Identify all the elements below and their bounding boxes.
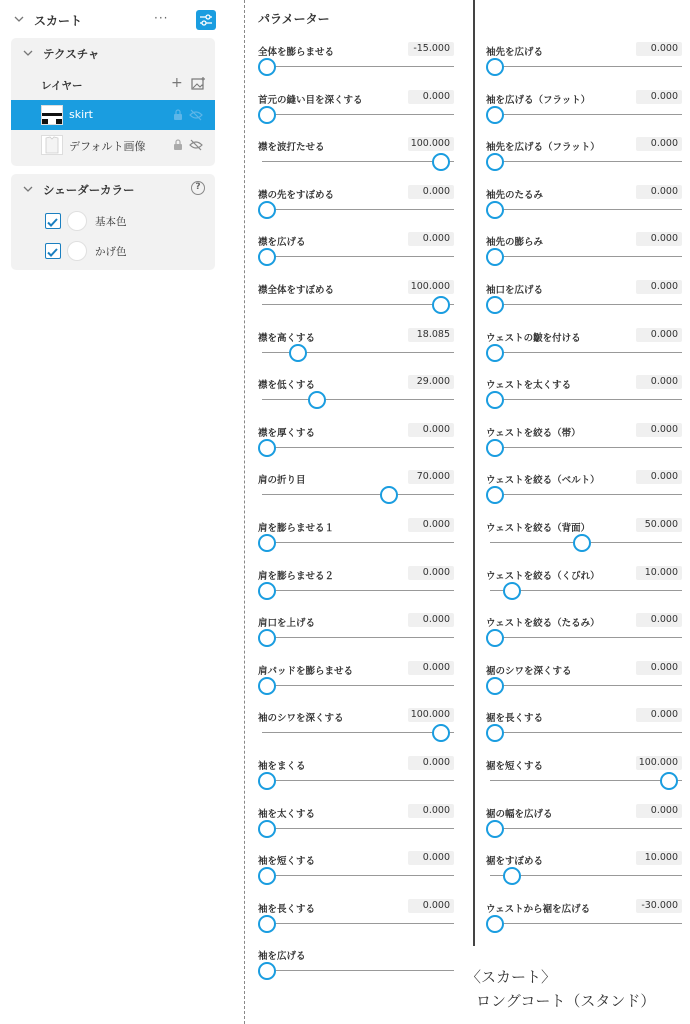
parameter-slider [486, 758, 682, 802]
parameter-label: 袖を長くする [258, 903, 316, 915]
parameter-label: 袖を短くする [258, 856, 316, 868]
slider-handle[interactable] [486, 201, 504, 219]
parameter-value-input[interactable]: 0.000 [408, 423, 454, 437]
parameter-value-input[interactable]: 100.000 [408, 280, 454, 294]
object-title: スカート [34, 14, 83, 28]
parameter-value-input[interactable]: 0.000 [408, 756, 454, 770]
slider-track[interactable] [262, 209, 454, 210]
parameter-label: 肩を膨らませる２ [258, 570, 335, 582]
parameter-value-input[interactable]: 29.000 [408, 375, 454, 389]
slider-track[interactable] [262, 780, 454, 781]
parameter-slider [258, 330, 454, 374]
layer-name: デフォルト画像 [69, 140, 146, 153]
parameter-value-input[interactable]: 0.000 [636, 661, 682, 675]
parameter-slider [486, 377, 682, 421]
parameter-value-input[interactable]: 0.000 [636, 423, 682, 437]
slider-track[interactable] [262, 923, 454, 924]
slider-handle[interactable] [380, 486, 398, 504]
parameter-value-input[interactable]: 0.000 [408, 232, 454, 246]
parameter-label: 全体を膨らませる [258, 47, 335, 58]
slider-track[interactable] [262, 590, 454, 591]
slider-track[interactable] [490, 161, 682, 162]
slider-handle[interactable] [486, 391, 504, 409]
parameter-value-input[interactable]: 100.000 [408, 137, 454, 151]
parameter-value-input[interactable]: 0.000 [636, 42, 682, 56]
parameter-value-input[interactable]: -15.000 [408, 42, 454, 56]
slider-handle[interactable] [258, 201, 276, 219]
slider-track[interactable] [262, 161, 454, 162]
parameter-label: 襟全体をすぼめる [258, 285, 335, 296]
parameter-value-input[interactable]: 0.000 [636, 280, 682, 294]
slider-handle[interactable] [486, 915, 504, 933]
parameter-value-input[interactable]: 0.000 [636, 613, 682, 627]
parameter-slider [258, 806, 454, 850]
shader-item-label: 基本色 [95, 216, 127, 228]
parameter-label: 袖を広げる [258, 951, 306, 963]
parameter-label: ウェストを絞る（たるみ） [486, 618, 600, 630]
parameter-slider [486, 425, 682, 469]
slider-handle[interactable] [258, 915, 276, 933]
parameter-label: 肩を膨らませる１ [258, 523, 335, 534]
slider-track[interactable] [490, 494, 682, 495]
parameter-value-input[interactable]: 0.000 [636, 232, 682, 246]
parameter-slider [258, 758, 454, 802]
slider-handle[interactable] [308, 391, 326, 409]
parameter-slider [486, 44, 682, 88]
parameter-value-input[interactable]: 10.000 [636, 851, 682, 865]
parameter-label: 袖先を広げる（フラット） [486, 142, 600, 154]
parameter-slider [486, 330, 682, 374]
parameter-label: 袖のシワを深くする [258, 713, 344, 725]
parameter-slider [258, 472, 454, 516]
parameter-slider [486, 568, 682, 612]
parameter-slider [486, 901, 682, 945]
slider-track[interactable] [490, 732, 682, 733]
caption-item: ロングコート（スタンド） [476, 992, 656, 1010]
slider-track[interactable] [490, 352, 682, 353]
parameter-value-input[interactable]: 0.000 [636, 708, 682, 722]
parameter-value-input[interactable]: 0.000 [408, 899, 454, 913]
parameter-slider [486, 472, 682, 516]
parameter-value-input[interactable]: 100.000 [408, 708, 454, 722]
slider-handle[interactable] [258, 820, 276, 838]
parameter-label: 襟を波打たせる [258, 142, 325, 154]
slider-handle[interactable] [258, 248, 276, 266]
slider-handle[interactable] [486, 724, 504, 742]
parameter-slider [486, 187, 682, 231]
parameter-slider [258, 92, 454, 136]
slider-track[interactable] [262, 875, 454, 876]
parameter-value-input[interactable]: 0.000 [408, 566, 454, 580]
slider-handle[interactable] [258, 772, 276, 790]
parameter-value-input[interactable]: 0.000 [408, 185, 454, 199]
slider-handle[interactable] [486, 296, 504, 314]
slider-track[interactable] [490, 780, 682, 781]
slider-track[interactable] [490, 399, 682, 400]
parameter-slider [258, 853, 454, 897]
slider-handle[interactable] [432, 724, 450, 742]
slider-handle[interactable] [258, 962, 276, 980]
parameter-label: 襟の先をすぼめる [258, 189, 335, 201]
slider-handle[interactable] [258, 629, 276, 647]
layer-name: skirt [69, 108, 93, 121]
parameter-label: 裾を長くする [486, 713, 544, 725]
parameter-value-input[interactable]: 100.000 [636, 756, 682, 770]
parameter-value-input[interactable]: 0.000 [408, 804, 454, 818]
parameter-slider [258, 139, 454, 183]
slider-track[interactable] [490, 637, 682, 638]
parameter-label: 袖先の膨らみ [486, 237, 544, 249]
parameter-value-input[interactable]: 0.000 [408, 661, 454, 675]
parameter-label: ウェストの皺を付ける [486, 332, 581, 344]
slider-track[interactable] [490, 66, 682, 67]
parameter-slider [258, 948, 454, 992]
parameter-slider [486, 615, 682, 659]
slider-track[interactable] [262, 114, 454, 115]
parameter-label: ウェストから裾を広げる [486, 903, 591, 915]
parameter-label: 襟を低くする [258, 380, 316, 392]
parameter-label: 裾をすぼめる [486, 856, 544, 868]
parameter-slider [258, 425, 454, 469]
parameter-label: 袖先を広げる [486, 47, 544, 58]
parameter-label: ウェストを絞る（帯） [486, 427, 581, 439]
parameter-label: 袖をまくる [258, 761, 306, 772]
parameter-slider [486, 282, 682, 326]
slider-track[interactable] [490, 447, 682, 448]
help-icon[interactable]: ? [191, 181, 205, 195]
slider-handle[interactable] [258, 439, 276, 457]
parameter-label: ウェストを絞る（くびれ） [486, 570, 600, 582]
parameter-value-input[interactable]: 18.085 [408, 328, 454, 342]
slider-handle[interactable] [258, 677, 276, 695]
parameter-label: 襟を高くする [258, 332, 316, 344]
slider-handle[interactable] [258, 58, 276, 76]
parameter-value-input[interactable]: 0.000 [408, 518, 454, 532]
parameter-label: 襟を厚くする [258, 427, 316, 439]
parameter-value-input[interactable]: 0.000 [408, 613, 454, 627]
parameter-value-input[interactable]: 0.000 [408, 90, 454, 104]
slider-handle[interactable] [432, 296, 450, 314]
slider-track[interactable] [262, 828, 454, 829]
slider-track[interactable] [262, 542, 454, 543]
parameter-slider [258, 568, 454, 612]
slider-handle[interactable] [503, 582, 521, 600]
slider-handle[interactable] [486, 153, 504, 171]
slider-handle[interactable] [486, 344, 504, 362]
slider-track[interactable] [490, 209, 682, 210]
parameter-value-input[interactable]: 0.000 [636, 137, 682, 151]
parameter-value-input[interactable]: 0.000 [636, 185, 682, 199]
parameters-title: パラメーター [258, 12, 330, 26]
parameter-value-input[interactable]: 0.000 [636, 328, 682, 342]
parameter-slider [258, 377, 454, 421]
shader-title: シェーダーカラー [43, 183, 135, 197]
parameter-label: 裾のシワを深くする [486, 665, 572, 677]
parameter-slider [258, 520, 454, 564]
caption-category: 〈スカート〉 [466, 968, 557, 986]
slider-track[interactable] [262, 970, 454, 971]
slider-track[interactable] [490, 923, 682, 924]
parameter-value-input[interactable]: 0.000 [636, 470, 682, 484]
slider-handle[interactable] [573, 534, 591, 552]
parameter-label: 袖を太くする [258, 808, 316, 820]
slider-handle[interactable] [258, 106, 276, 124]
parameter-label: 首元の縫い目を深くする [258, 94, 363, 106]
slider-handle[interactable] [486, 248, 504, 266]
slider-handle[interactable] [258, 582, 276, 600]
slider-handle[interactable] [486, 486, 504, 504]
parameter-slider [258, 615, 454, 659]
parameter-value-input[interactable]: 50.000 [636, 518, 682, 532]
slider-track[interactable] [262, 304, 454, 305]
parameter-slider [486, 806, 682, 850]
parameter-value-input[interactable]: 0.000 [636, 804, 682, 818]
parameter-slider [486, 520, 682, 564]
parameter-label: 袖を広げる（フラット） [486, 94, 591, 106]
slider-handle[interactable] [503, 867, 521, 885]
parameter-slider [258, 44, 454, 88]
parameter-label: 裾の幅を広げる [486, 808, 553, 820]
parameter-slider [486, 92, 682, 136]
parameter-value-input[interactable]: 10.000 [636, 566, 682, 580]
parameter-value-input[interactable]: 0.000 [636, 375, 682, 389]
parameter-slider [258, 901, 454, 945]
parameter-slider [486, 663, 682, 707]
parameter-slider [258, 282, 454, 326]
parameter-label: 袖口を広げる [486, 285, 544, 296]
slider-handle[interactable] [258, 867, 276, 885]
slider-track[interactable] [262, 66, 454, 67]
slider-track[interactable] [262, 399, 454, 400]
slider-handle[interactable] [486, 629, 504, 647]
more-icon[interactable]: ··· [154, 11, 169, 25]
slider-handle[interactable] [486, 58, 504, 76]
parameter-label: ウェストを太くする [486, 380, 572, 392]
slider-track[interactable] [262, 494, 454, 495]
parameter-label: ウェストを絞る（ベルト） [486, 475, 600, 487]
slider-track[interactable] [490, 256, 682, 257]
parameter-value-input[interactable]: 0.000 [636, 90, 682, 104]
slider-track[interactable] [262, 685, 454, 686]
parameter-value-input[interactable]: 0.000 [408, 851, 454, 865]
parameter-slider [486, 139, 682, 183]
parameter-slider [258, 234, 454, 278]
parameter-label: ウェストを絞る（背面） [486, 523, 591, 534]
parameter-label: 肩口を上げる [258, 618, 316, 630]
slider-handle[interactable] [486, 820, 504, 838]
parameter-slider [258, 663, 454, 707]
slider-track[interactable] [490, 114, 682, 115]
parameter-label: 裾を短くする [486, 761, 544, 772]
slider-track[interactable] [262, 447, 454, 448]
slider-track[interactable] [262, 637, 454, 638]
parameter-value-input[interactable]: 70.000 [408, 470, 454, 484]
slider-handle[interactable] [486, 439, 504, 457]
parameter-label: 肩の折り目 [258, 475, 306, 487]
slider-track[interactable] [490, 828, 682, 829]
slider-handle[interactable] [486, 106, 504, 124]
parameter-value-input[interactable]: -30.000 [636, 899, 682, 913]
add-layer-icon[interactable]: + [171, 75, 183, 91]
slider-handle[interactable] [660, 772, 678, 790]
parameter-slider [258, 187, 454, 231]
shader-item-label: かげ色 [95, 246, 127, 258]
layer-label: レイヤー [41, 80, 83, 92]
slider-track[interactable] [262, 256, 454, 257]
slider-track[interactable] [262, 732, 454, 733]
slider-handle[interactable] [258, 534, 276, 552]
parameter-label: 肩パッドを膨らませる [258, 665, 354, 677]
slider-track[interactable] [490, 304, 682, 305]
slider-handle[interactable] [432, 153, 450, 171]
parameter-label: 袖先のたるみ [486, 189, 544, 201]
texture-title: テクスチャ [43, 47, 100, 61]
parameter-label: 襟を広げる [258, 237, 306, 249]
parameter-slider [486, 234, 682, 278]
slider-handle[interactable] [289, 344, 307, 362]
slider-handle[interactable] [486, 677, 504, 695]
parameter-slider [486, 710, 682, 754]
parameter-slider [486, 853, 682, 897]
slider-track[interactable] [490, 685, 682, 686]
parameter-slider [258, 710, 454, 754]
